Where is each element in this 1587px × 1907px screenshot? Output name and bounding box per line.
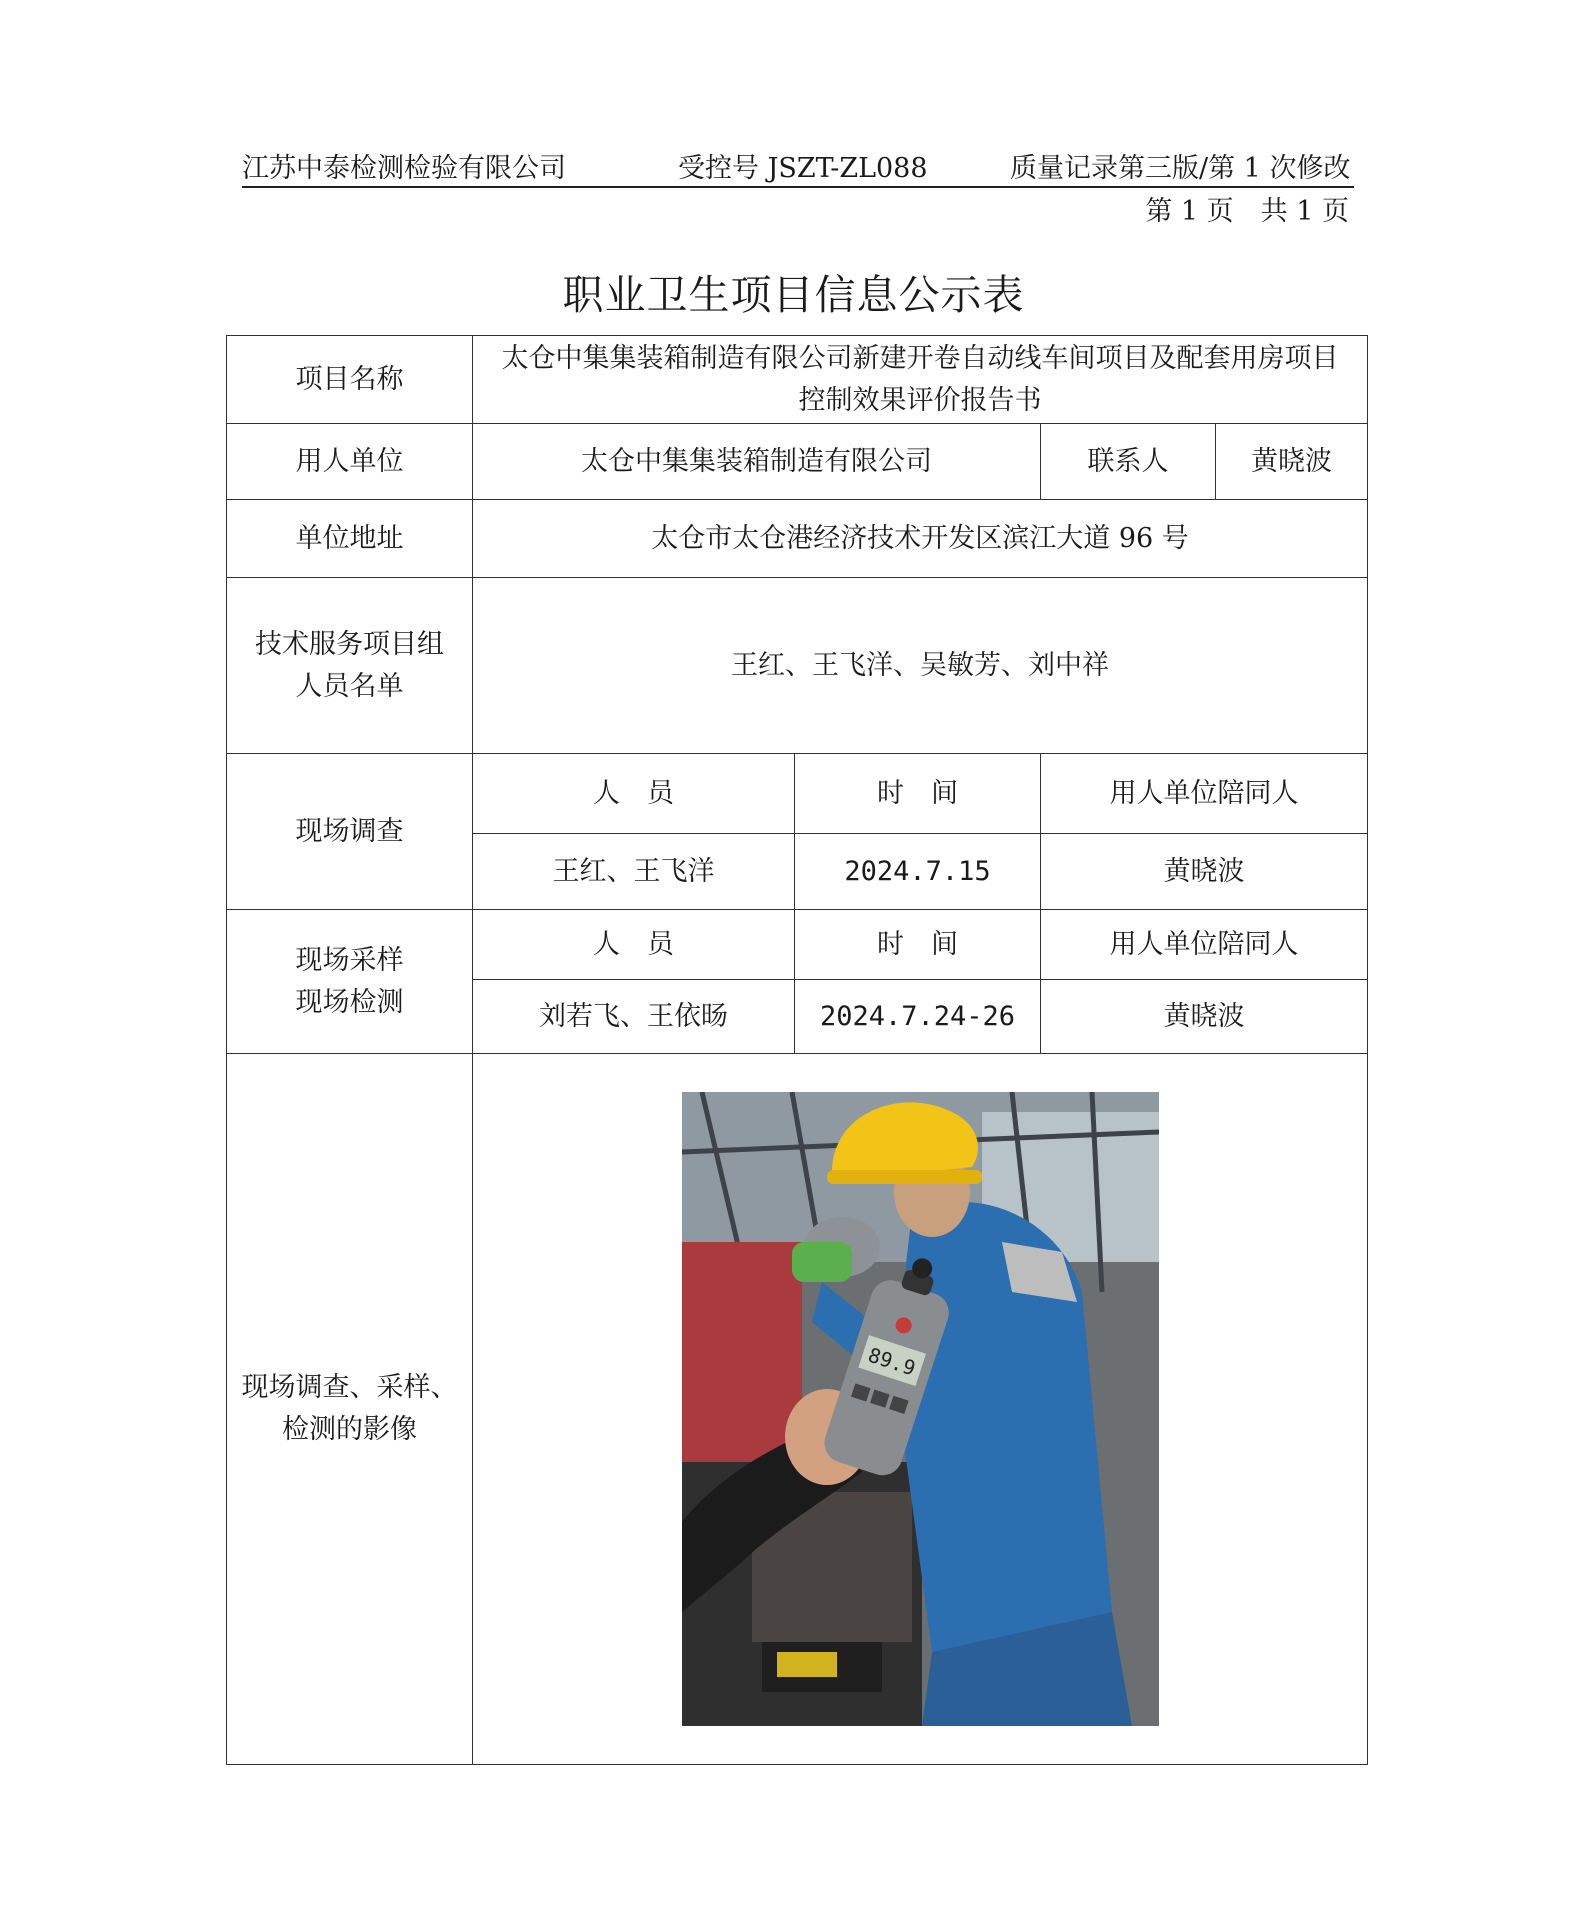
sampling-people-header: 人 员 <box>473 910 795 980</box>
header-edition: 质量记录第三版/第 1 次修改 <box>1010 153 1351 184</box>
sampling-escort-header: 用人单位陪同人 <box>1041 910 1368 980</box>
site-photo <box>682 1092 1159 1726</box>
survey-escort-header: 用人单位陪同人 <box>1041 754 1368 834</box>
survey-people-header: 人 员 <box>473 754 795 834</box>
page-title: 职业卫生项目信息公示表 <box>562 271 1025 319</box>
team-label <box>227 578 473 754</box>
address-value: 太仓市太仓港经济技术开发区滨江大道 96 号 <box>473 500 1368 578</box>
address-label: 单位地址 <box>227 500 473 578</box>
sampling-time: 2024.7.24-26 <box>795 980 1041 1054</box>
header-rule <box>242 186 1354 188</box>
survey-time: 2024.7.15 <box>795 834 1041 910</box>
team-value: 王红、王飞洋、吴敏芳、刘中祥 <box>473 578 1368 754</box>
row-employer <box>227 424 1368 500</box>
row-image <box>227 1054 1368 1765</box>
team-label-line-1: 技术服务项目组 <box>255 628 444 660</box>
worker-glove <box>792 1242 852 1282</box>
info-table <box>226 335 1368 1765</box>
row-team <box>227 578 1368 754</box>
sampling-escort: 黄晓波 <box>1041 980 1368 1054</box>
sampling-people: 刘若飞、王依旸 <box>473 980 795 1054</box>
image-label <box>227 1054 473 1765</box>
row-sampling-header <box>227 910 1368 980</box>
meter-reading: 89.9 <box>864 1342 919 1381</box>
row-address <box>227 500 1368 578</box>
employer-value: 太仓中集集装箱制造有限公司 <box>473 424 1041 500</box>
image-label-line-1: 现场调查、采样、 <box>241 1372 458 1403</box>
contact-label: 联系人 <box>1041 424 1216 500</box>
row-project-name <box>227 336 1368 424</box>
image-cell <box>473 1054 1368 1765</box>
project-name-label: 项目名称 <box>227 336 473 424</box>
sampling-time-header: 时 间 <box>795 910 1041 980</box>
machine <box>682 1242 802 1472</box>
sampling-label-line-2: 现场检测 <box>295 986 404 1018</box>
survey-escort: 黄晓波 <box>1041 834 1368 910</box>
survey-people: 王红、王飞洋 <box>473 834 795 910</box>
project-name-value: 太仓中集集装箱制造有限公司新建开卷自动线车间项目及配套用房项目控制效果评价报告书 <box>473 336 1368 424</box>
sampling-label-line-1: 现场采样 <box>295 944 404 976</box>
image-label-line-2: 检测的影像 <box>282 1414 417 1445</box>
employer-label: 用人单位 <box>227 424 473 500</box>
survey-time-header: 时 间 <box>795 754 1041 834</box>
sampling-label <box>227 910 473 1054</box>
survey-label: 现场调查 <box>227 754 473 910</box>
team-label-line-2: 人员名单 <box>295 670 404 702</box>
page-number: 第 1 页 共 1 页 <box>1145 196 1349 227</box>
row-survey-header <box>227 754 1368 834</box>
header-company: 江苏中泰检测检验有限公司 <box>242 153 566 184</box>
header-control-number: 受控号 JSZT-ZL088 <box>678 153 928 184</box>
contact-value: 黄晓波 <box>1216 424 1368 500</box>
